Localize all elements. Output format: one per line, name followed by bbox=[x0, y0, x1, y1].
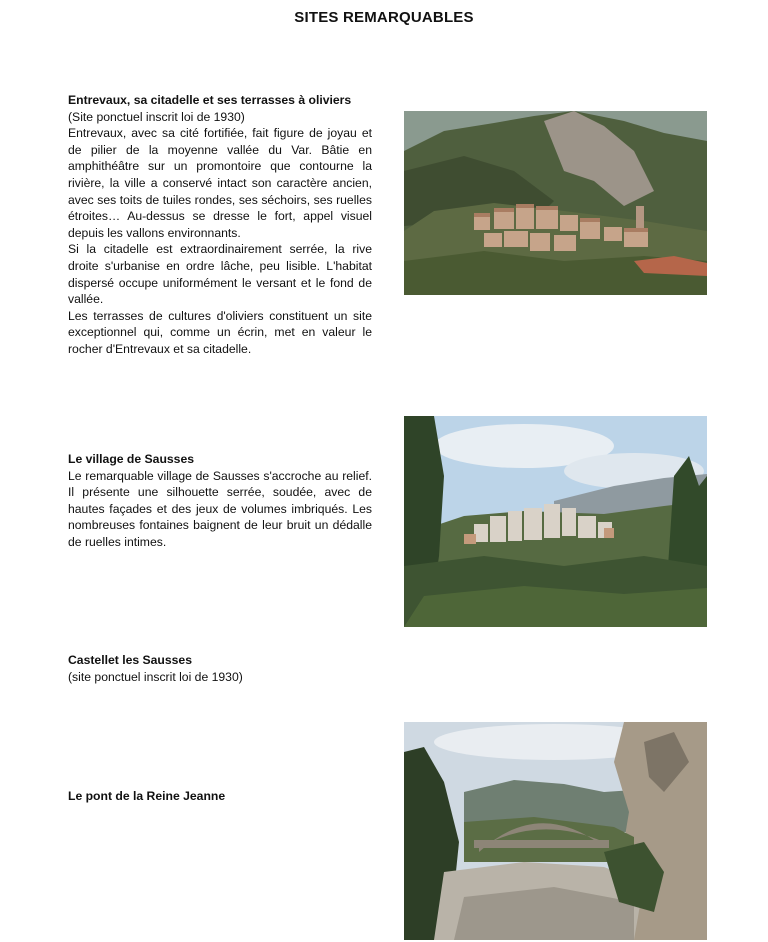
section-heading: Castellet les Sausses bbox=[68, 653, 192, 667]
section-heading: Le pont de la Reine Jeanne bbox=[68, 789, 226, 803]
photo-entrevaux bbox=[404, 111, 707, 295]
section-entrevaux bbox=[68, 92, 372, 358]
photo-sausses bbox=[404, 416, 707, 627]
section-paragraph: Les terrasses de cultures d'oliviers constituent un site exceptionnel qui, comme un écrin, met en valeur le rocher d'Entrevaux et sa citadelle. bbox=[68, 308, 372, 356]
section-sausses bbox=[68, 451, 372, 551]
page-title: SITES REMARQUABLES bbox=[294, 9, 474, 26]
section-paragraph: Entrevaux, avec sa cité fortifiée, fait figure de joyau et de pilier de la moyenne vallée du Var. Bâtie en amphithéâtre sur un promontoire que contourne la rivière, la ville a conservé intact son caractère ancien, avec ses toits de tuiles rondes, ses séchoirs, ses ruelles étroites… Au-dessus se dresse le fort, appel visuel depuis les vallons environnants. bbox=[68, 126, 372, 240]
section-paragraph: Le remarquable village de Sausses s'accroche au relief. Il présente une silhouette serrée, soudée, avec de hautes façades et des jeux de volumes imbriqués. Les nombreuses fontaines baignent de leur bruit un dédalle de ruelles intimes. bbox=[68, 468, 372, 549]
section-subtitle: (site ponctuel inscrit loi de 1930) bbox=[68, 669, 243, 684]
section-paragraph: Si la citadelle est extraordinairement serrée, la rive droite s'urbanise en ordre lâche, peu lisible. L'habitat dispersé occupe uniformément le versant et le fond de vallée. bbox=[68, 242, 372, 307]
section-heading: Le village de Sausses bbox=[68, 452, 195, 466]
photo-pont bbox=[404, 722, 707, 940]
section-pont bbox=[68, 788, 372, 805]
section-subtitle: (Site ponctuel inscrit loi de 1930) bbox=[68, 109, 245, 124]
section-heading: Entrevaux, sa citadelle et ses terrasses à oliviers bbox=[68, 93, 352, 107]
section-castellet bbox=[68, 652, 372, 685]
